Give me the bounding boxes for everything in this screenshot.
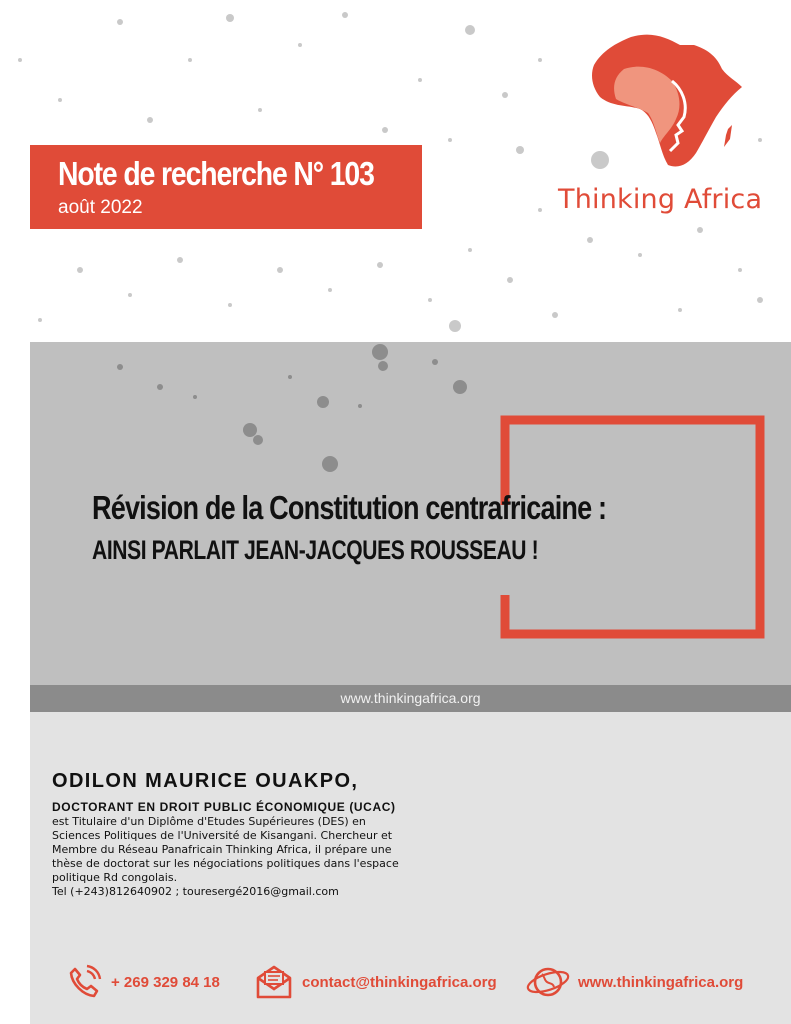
footer-contact-bar [30, 960, 791, 1004]
brand-name: Thinking Africa [558, 184, 763, 215]
subtitle: AINSI PARLAIT JEAN-JACQUES ROUSSEAU ! [92, 535, 539, 565]
report-badge [30, 145, 422, 229]
author-name: ODILON MAURICE OUAKPO, [52, 770, 359, 792]
website-strip[interactable]: www.thinkingafrica.org [30, 685, 791, 712]
title-block [92, 489, 752, 566]
phone-icon [65, 963, 103, 1001]
author-role: DOCTORANT EN DROIT PUBLIC ÉCONOMIQUE (UCAC) [52, 800, 396, 814]
africa-profile-logo-icon [556, 25, 781, 185]
footer-website-text: www.thinkingafrica.org [578, 973, 744, 991]
footer-email-text: contact@thinkingafrica.org [302, 973, 497, 991]
envelope-icon [254, 963, 294, 1001]
title-panel [30, 342, 791, 685]
footer-phone-text: + 269 329 84 18 [111, 973, 220, 991]
footer-phone[interactable] [65, 960, 220, 1004]
report-date: août 2022 [58, 197, 143, 218]
report-number: Note de recherche N° 103 [58, 155, 374, 192]
footer-website[interactable] [526, 960, 743, 1004]
author-panel [30, 712, 791, 1024]
author-contact: Tel (+243)812640902 ; touresergé2016@gmail.com [52, 885, 339, 898]
globe-icon [526, 963, 570, 1001]
footer-email[interactable] [254, 960, 497, 1004]
main-title: Révision de la Constitution centrafricaine : [92, 489, 607, 526]
author-bio: est Titulaire d'un Diplôme d'Etudes Supérieures (DES) en Sciences Politiques de l'Université de Kisangani. Chercheur et Membre du Réseau Panafricain Thinking Africa, il prépare une thèse de doctorat sur les négociations politiques dans l'espace politique Rd congolais. [52, 815, 399, 884]
